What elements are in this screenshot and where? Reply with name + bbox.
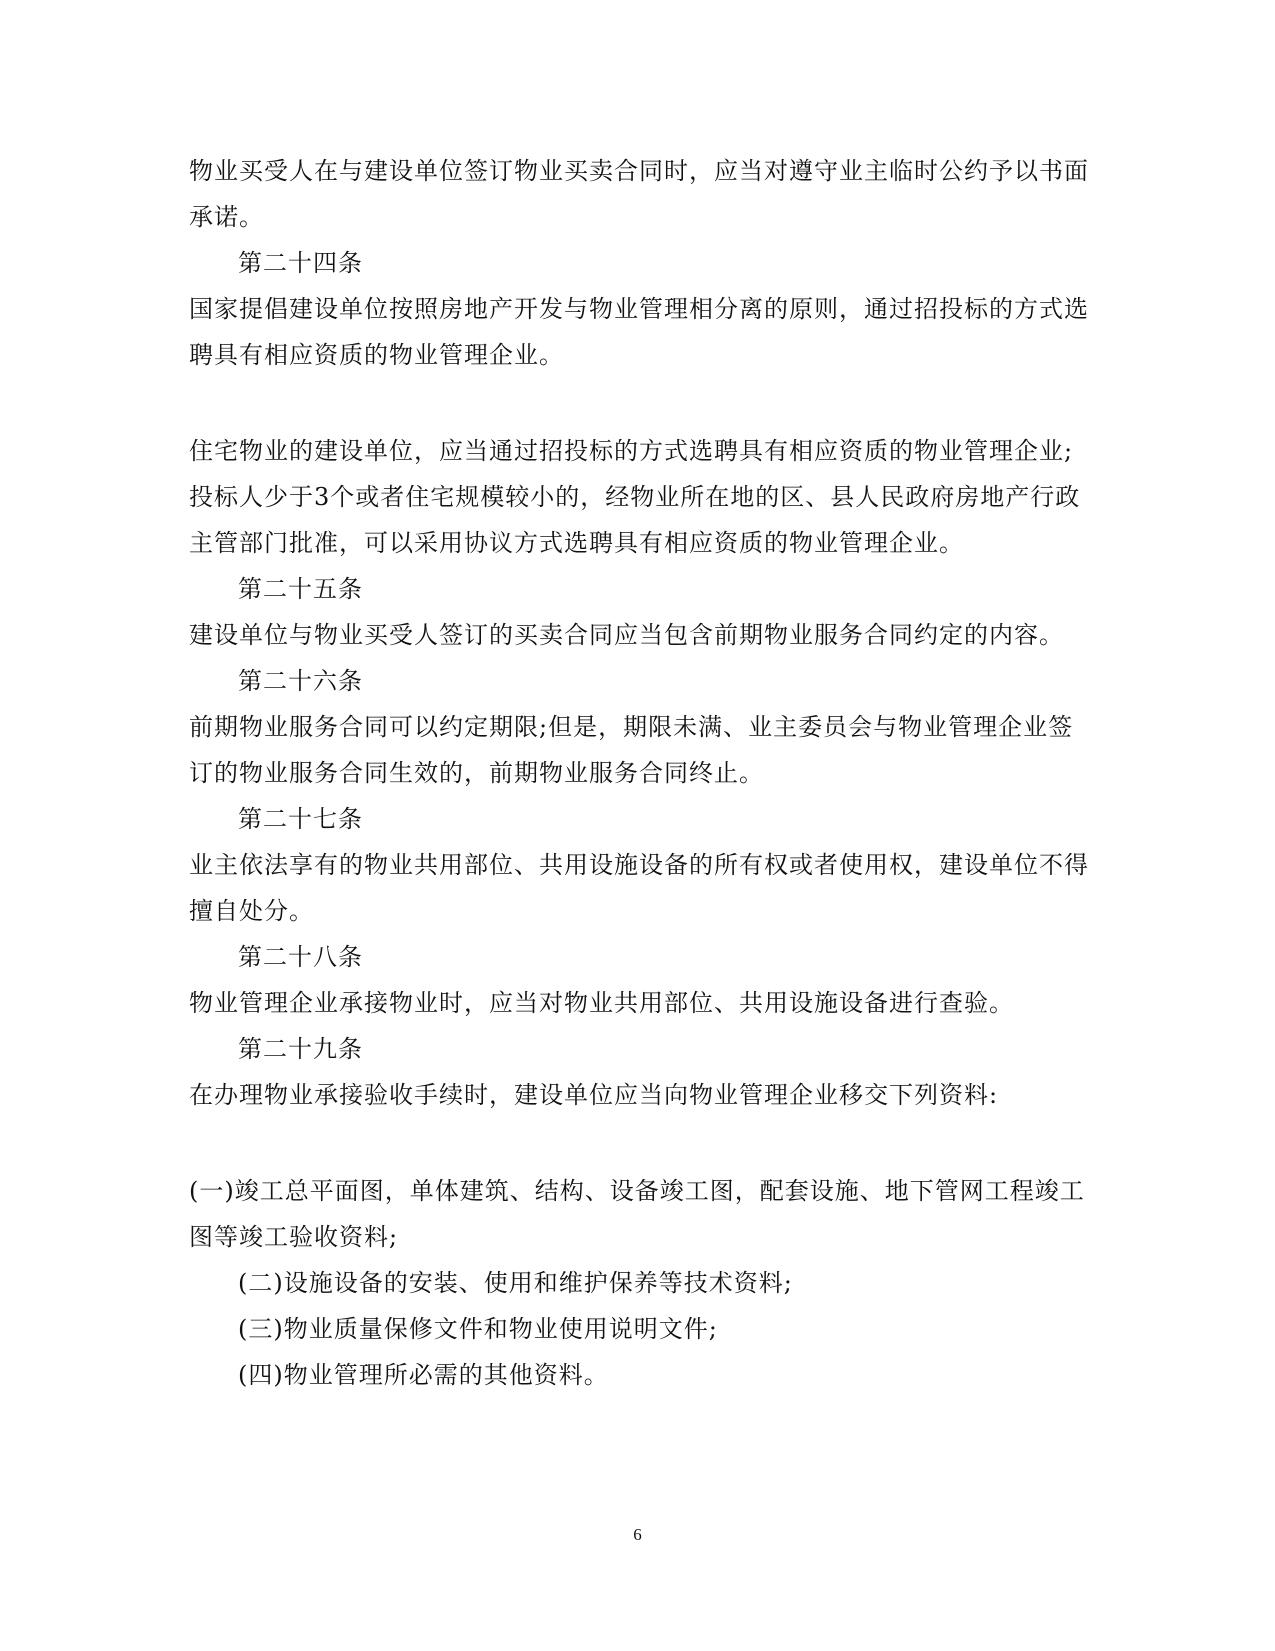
article-heading: 第二十八条 <box>238 943 363 971</box>
text-line: 在办理物业承接验收手续时，建设单位应当向物业管理企业移交下列资料: <box>189 1081 999 1109</box>
text-line: 承诺。 <box>189 203 264 231</box>
list-item: (四)物业管理所必需的其他资料。 <box>238 1361 609 1389</box>
text-line: 聘具有相应资质的物业管理企业。 <box>189 341 564 369</box>
article-heading: 第二十七条 <box>238 805 363 833</box>
page-number: 6 <box>633 1525 642 1544</box>
text-line: 主管部门批准，可以采用协议方式选聘具有相应资质的物业管理企业。 <box>189 529 964 557</box>
article-heading: 第二十四条 <box>238 249 363 277</box>
article-heading: 第二十九条 <box>238 1035 363 1063</box>
text-line: 建设单位与物业买受人签订的买卖合同应当包含前期物业服务合同约定的内容。 <box>189 621 1064 649</box>
article-heading: 第二十六条 <box>238 667 363 695</box>
text-line: 业主依法享有的物业共用部位、共用设施设备的所有权或者使用权，建设单位不得 <box>189 851 1089 879</box>
text-line: 住宅物业的建设单位，应当通过招投标的方式选聘具有相应资质的物业管理企业; <box>189 437 1074 465</box>
text-line: 物业管理企业承接物业时，应当对物业共用部位、共用设施设备进行查验。 <box>189 989 1014 1017</box>
text-line: 擅自处分。 <box>189 897 314 925</box>
list-item: (一)竣工总平面图，单体建筑、结构、设备竣工图，配套设施、地下管网工程竣工 <box>189 1177 1085 1205</box>
text-line: 投标人少于3个或者住宅规模较小的，经物业所在地的区、县人民政府房地产行政 <box>189 483 1081 511</box>
list-item: (二)设施设备的安装、使用和维护保养等技术资料; <box>238 1269 793 1297</box>
text-line: 物业买受人在与建设单位签订物业买卖合同时，应当对遵守业主临时公约予以书面 <box>189 157 1089 185</box>
text-line: 订的物业服务合同生效的，前期物业服务合同终止。 <box>189 759 764 787</box>
article-heading: 第二十五条 <box>238 575 363 603</box>
list-item: (三)物业质量保修文件和物业使用说明文件; <box>238 1315 718 1343</box>
list-item-continuation: 图等竣工验收资料; <box>189 1223 399 1251</box>
text-line: 前期物业服务合同可以约定期限;但是，期限未满、业主委员会与物业管理企业签 <box>189 713 1074 741</box>
text-line: 国家提倡建设单位按照房地产开发与物业管理相分离的原则，通过招投标的方式选 <box>189 295 1089 323</box>
